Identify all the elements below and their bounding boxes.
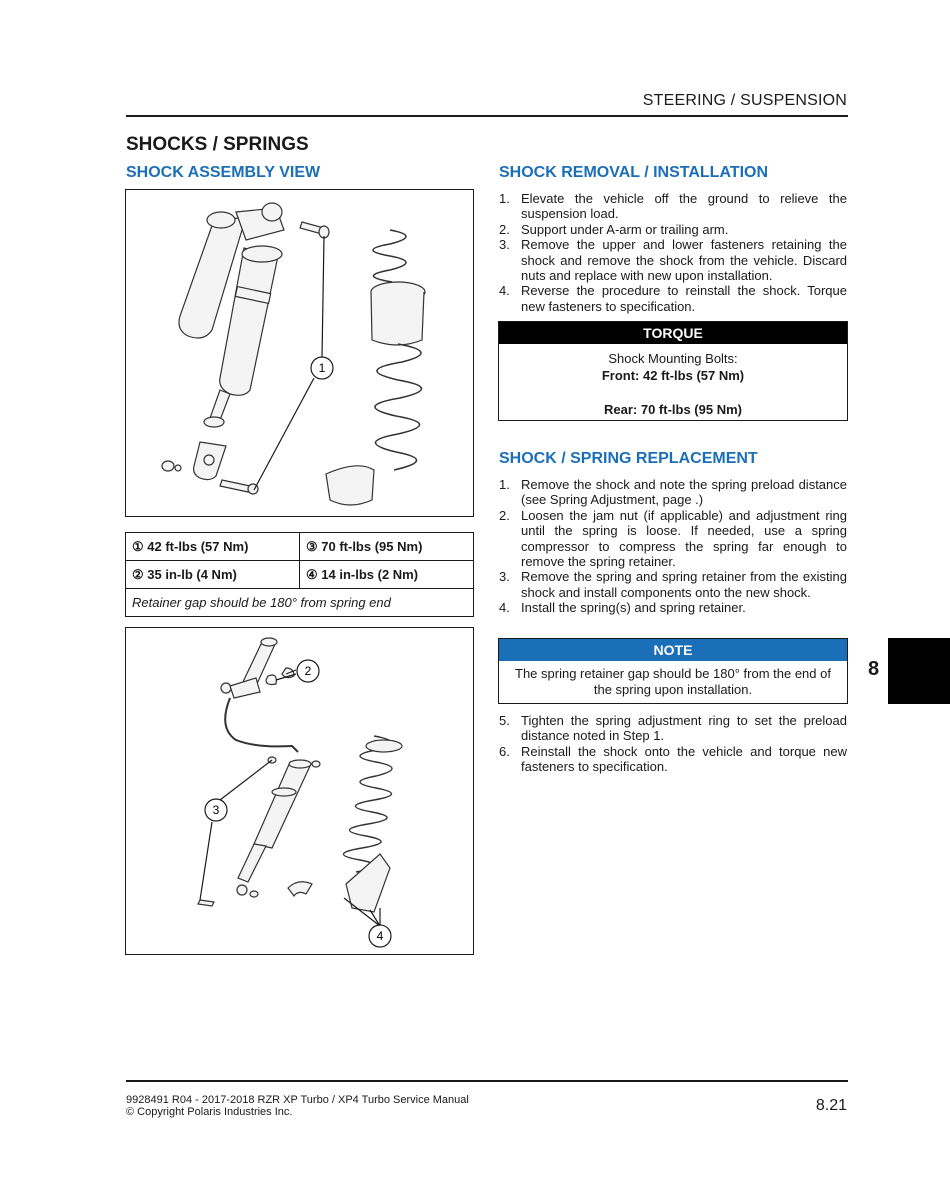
- footer-manual-info: [126, 1094, 469, 1118]
- spec-retainer-note: Retainer gap should be 180° from spring end: [126, 589, 474, 617]
- replacement-step-2: 2. Loosen the jam nut (if applicable) and adjustment ring until the spring is loose. If needed, use a spring compressor to compress the spring far enough to remove the spring retainer.: [499, 507, 847, 570]
- note-box-heading: NOTE: [499, 639, 847, 661]
- chapter-number: 8: [868, 658, 880, 680]
- torque-spec-table: [125, 532, 474, 617]
- footer-divider: [126, 1080, 848, 1082]
- page-title: SHOCKS / SPRINGS: [126, 134, 309, 155]
- replacement-steps-continued: [499, 713, 847, 775]
- replacement-step-5: 5. Tighten the spring adjustment ring to set the preload distance noted in Step 1.: [499, 713, 847, 744]
- spec-cell-4: ④ 14 in-lbs (2 Nm): [300, 561, 474, 589]
- shock-assembly-illustration: [126, 190, 473, 516]
- replacement-heading: SHOCK / SPRING REPLACEMENT: [499, 450, 758, 467]
- header-divider: [126, 115, 848, 117]
- torque-line-front: Front: 42 ft-lbs (57 Nm): [601, 368, 745, 383]
- torque-box-heading: TORQUE: [499, 322, 847, 344]
- torque-line-rear: Rear: 70 ft-lbs (95 Nm): [604, 402, 742, 417]
- note-box-text: The spring retainer gap should be 180° from the end of the spring upon installation.: [515, 666, 831, 697]
- callout-2-label: 2: [304, 664, 312, 678]
- callout-4-label: 4: [376, 929, 384, 943]
- chapter-tab: [888, 638, 950, 704]
- assembly-view-heading: SHOCK ASSEMBLY VIEW: [126, 164, 321, 181]
- replacement-step-6: 6. Reinstall the shock onto the vehicle and torque new fasteners to specification.: [499, 743, 847, 775]
- spec-cell-2: ② 35 in-lb (4 Nm): [126, 561, 300, 589]
- torque-box: [498, 321, 848, 421]
- header-section-title: STEERING / SUSPENSION: [642, 92, 847, 109]
- removal-step-3: 3. Remove the upper and lower fasteners retaining the shock and remove the shock from the vehicle. Discard nuts and replace with new upon installation.: [499, 237, 847, 284]
- spec-cell-1: ① 42 ft-lbs (57 Nm): [126, 533, 300, 561]
- footer-copyright: © Copyright Polaris Industries Inc.: [126, 1106, 293, 1118]
- note-box: [498, 638, 848, 704]
- page-number: 8.21: [815, 1097, 847, 1114]
- replacement-step-3: 3. Remove the spring and spring retainer from the existing shock and install components onto the new shock.: [499, 569, 847, 600]
- shock-assembly-figure: [125, 189, 474, 517]
- shock-exploded-figure: [125, 627, 474, 955]
- callout-1-label: 1: [318, 361, 326, 375]
- torque-line-1: Shock Mounting Bolts:: [608, 351, 738, 366]
- removal-step-1: 1. Elevate the vehicle off the ground to relieve the suspension load.: [499, 191, 847, 222]
- shock-exploded-illustration: [126, 628, 473, 954]
- callout-3-label: 3: [212, 803, 220, 817]
- removal-step-2: 2. Support under A-arm or trailing arm.: [499, 221, 729, 237]
- footer-manual-title: 9928491 R04 - 2017-2018 RZR XP Turbo / XP4 Turbo Service Manual: [126, 1094, 469, 1106]
- replacement-steps: [499, 477, 847, 616]
- spec-cell-3: ③ 70 ft-lbs (95 Nm): [300, 533, 474, 561]
- replacement-step-1: 1. Remove the shock and note the spring preload distance (see Spring Adjustment, page .): [499, 477, 847, 508]
- removal-step-4: 4. Reverse the procedure to reinstall the shock. Torque new fasteners to specification.: [499, 283, 847, 314]
- removal-steps: [499, 191, 847, 314]
- replacement-step-4: 4. Install the spring(s) and spring retainer.: [499, 600, 746, 616]
- removal-heading: SHOCK REMOVAL / INSTALLATION: [499, 164, 769, 181]
